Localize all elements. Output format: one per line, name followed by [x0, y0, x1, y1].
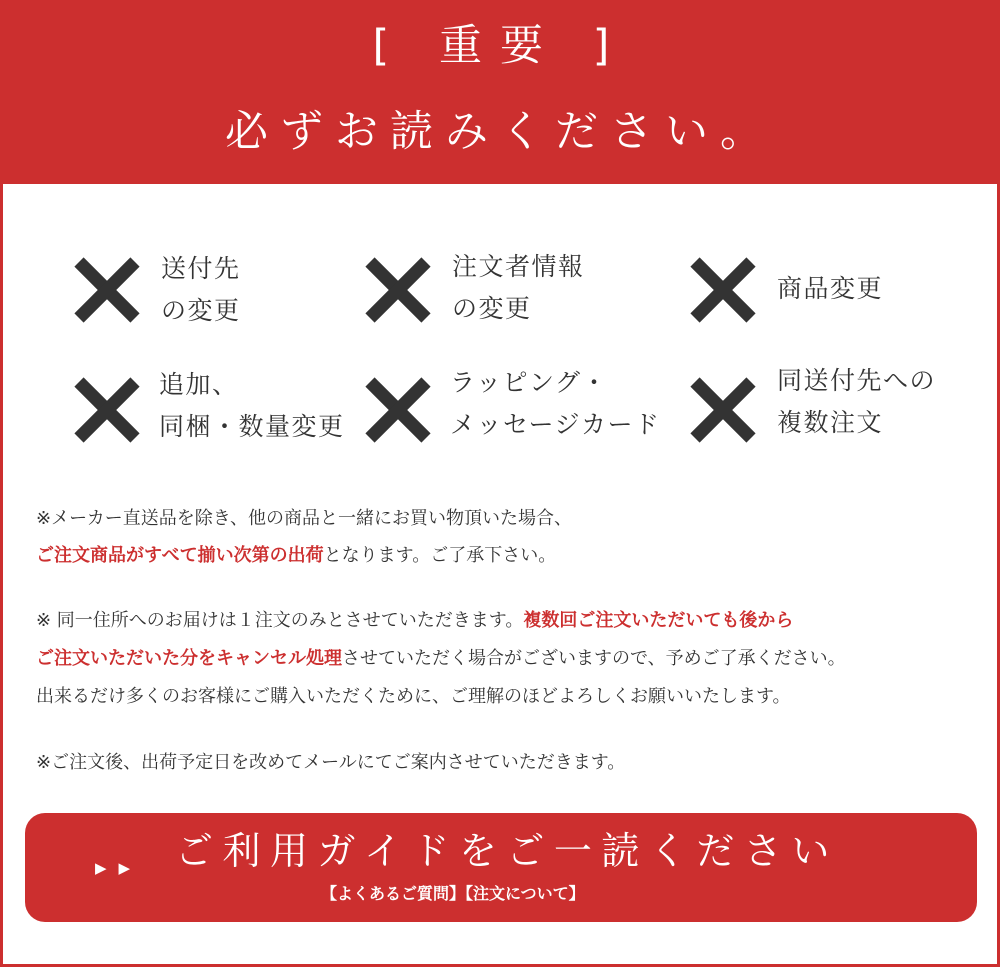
cross-icon [73, 376, 141, 444]
restriction-item [364, 368, 674, 466]
note-line [36, 602, 793, 639]
note-text: させていただく場合がございますので、予めご了承ください。 [342, 648, 846, 669]
header-banner [0, 0, 1000, 184]
cross-icon [689, 256, 757, 324]
restriction-label: 同送付先への 複数注文 [777, 366, 937, 437]
note-highlight: ご注文商品がすべて揃い次第の出荷 [36, 545, 324, 566]
restriction-label: ラッピング・ メッセージカード [450, 368, 661, 439]
restriction-item [689, 366, 999, 466]
note-highlight: ご注文いただいた分をキャンセル処理 [36, 648, 342, 669]
restriction-item [364, 252, 674, 346]
restriction-item [73, 370, 383, 466]
header-title: 必ずお読みください。 [225, 107, 775, 157]
note-line: ※メーカー直送品を除き、他の商品と一緒にお買い物頂いた場合、 [36, 508, 572, 529]
restriction-item [689, 256, 999, 346]
restriction-label: 注文者情報 の変更 [452, 252, 585, 323]
cross-icon [364, 256, 432, 324]
cross-icon [689, 376, 757, 444]
notice-panel [3, 184, 997, 964]
important-tag: [ 重要 ] [372, 21, 628, 71]
cross-icon [73, 256, 141, 324]
note-highlight: 複数回ご注文いただいても後から [523, 610, 794, 631]
note-text: となります。ご了承下さい。 [323, 545, 557, 566]
cross-icon [364, 376, 432, 444]
restriction-label: 追加、 同梱・数量変更 [159, 370, 345, 441]
note-line: 出来るだけ多くのお客様にご購入いただくために、ご理解のほどよろしくお願いいたします。 [36, 686, 791, 707]
restriction-label: 送付先 の変更 [161, 254, 241, 325]
guide-button-links: 【よくあるご質問】【注文について】 [321, 884, 585, 903]
double-arrow-icon: ▶▶ [95, 859, 143, 877]
guide-button[interactable] [25, 813, 977, 922]
restriction-label: 商品変更 [777, 274, 884, 303]
note-line: ※ご注文後、出荷予定日を改めてメールにてご案内させていただきます。 [36, 752, 626, 773]
note-line [36, 640, 846, 677]
guide-button-title: ご利用ガイドをご一読ください [175, 829, 839, 873]
restriction-item [73, 256, 383, 346]
note-text: ※ 同一住所へのお届けは１注文のみとさせていただきます。 [36, 610, 524, 631]
note-line [36, 537, 556, 574]
